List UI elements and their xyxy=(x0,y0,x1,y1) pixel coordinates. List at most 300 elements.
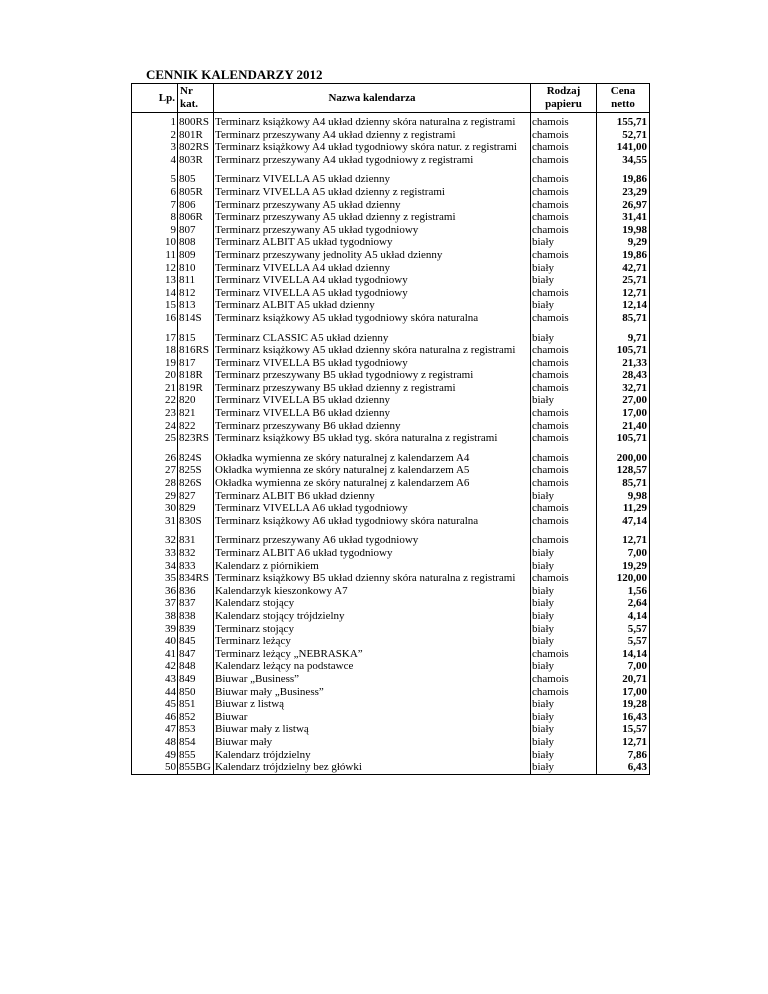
cell-lp: 32 xyxy=(132,534,178,547)
cell-nr: 825S xyxy=(178,464,214,477)
cell-lp: 37 xyxy=(132,597,178,610)
cell-price: 105,71 xyxy=(597,344,650,357)
cell-nr: 832 xyxy=(178,547,214,560)
separator-cell xyxy=(214,445,531,452)
cell-name: Biuwar xyxy=(214,711,531,724)
cell-paper: chamois xyxy=(531,154,597,167)
cell-lp: 18 xyxy=(132,344,178,357)
table-row xyxy=(132,490,650,503)
table-row xyxy=(132,154,650,167)
cell-price: 20,71 xyxy=(597,673,650,686)
cell-name: Okładka wymienna ze skóry naturalnej z kalendarzem A5 xyxy=(214,464,531,477)
cell-nr: 817 xyxy=(178,357,214,370)
cell-paper: chamois xyxy=(531,382,597,395)
table-row xyxy=(132,648,650,661)
cell-nr: 811 xyxy=(178,274,214,287)
cell-lp: 47 xyxy=(132,723,178,736)
cell-paper: biały xyxy=(531,262,597,275)
cell-lp: 49 xyxy=(132,749,178,762)
cell-lp: 41 xyxy=(132,648,178,661)
table-row xyxy=(132,452,650,465)
cell-lp: 1 xyxy=(132,113,178,129)
price-table xyxy=(131,83,650,775)
table-row xyxy=(132,199,650,212)
col-header-price: Cena netto xyxy=(597,84,650,113)
cell-name: Terminarz VIVELLA A4 układ tygodniowy xyxy=(214,274,531,287)
cell-lp: 39 xyxy=(132,623,178,636)
cell-price: 4,14 xyxy=(597,610,650,623)
group-separator xyxy=(132,445,650,452)
cell-nr: 845 xyxy=(178,635,214,648)
cell-name: Okładka wymienna ze skóry naturalnej z kalendarzem A4 xyxy=(214,452,531,465)
cell-price: 200,00 xyxy=(597,452,650,465)
cell-paper: chamois xyxy=(531,420,597,433)
table-row xyxy=(132,224,650,237)
separator-cell xyxy=(531,325,597,332)
cell-name: Biuwar mały xyxy=(214,736,531,749)
cell-nr: 814S xyxy=(178,312,214,325)
cell-name: Terminarz ALBIT A5 układ dzienny xyxy=(214,299,531,312)
cell-nr: 809 xyxy=(178,249,214,262)
cell-lp: 11 xyxy=(132,249,178,262)
table-row xyxy=(132,129,650,142)
cell-lp: 25 xyxy=(132,432,178,445)
cell-price: 21,40 xyxy=(597,420,650,433)
cell-price: 7,86 xyxy=(597,749,650,762)
cell-nr: 855BG xyxy=(178,761,214,774)
table-row xyxy=(132,477,650,490)
cell-name: Terminarz przeszywany jednolity A5 układ dzienny xyxy=(214,249,531,262)
table-row xyxy=(132,186,650,199)
cell-paper: chamois xyxy=(531,199,597,212)
col-header-paper: Rodzaj papieru xyxy=(531,84,597,113)
cell-price: 14,14 xyxy=(597,648,650,661)
cell-name: Terminarz stojący xyxy=(214,623,531,636)
cell-paper: chamois xyxy=(531,407,597,420)
cell-name: Kalendarz trójdzielny xyxy=(214,749,531,762)
cell-name: Terminarz przeszywany A6 układ tygodniowy xyxy=(214,534,531,547)
separator-cell xyxy=(531,527,597,534)
cell-nr: 805 xyxy=(178,173,214,186)
cell-nr: 810 xyxy=(178,262,214,275)
cell-lp: 26 xyxy=(132,452,178,465)
separator-cell xyxy=(214,527,531,534)
cell-lp: 50 xyxy=(132,761,178,774)
table-row xyxy=(132,332,650,345)
cell-nr: 805R xyxy=(178,186,214,199)
table-row xyxy=(132,660,650,673)
cell-nr: 806 xyxy=(178,199,214,212)
table-row xyxy=(132,369,650,382)
table-row xyxy=(132,141,650,154)
table-row xyxy=(132,394,650,407)
table-row xyxy=(132,407,650,420)
table-row xyxy=(132,610,650,623)
cell-price: 19,98 xyxy=(597,224,650,237)
table-row xyxy=(132,312,650,325)
cell-name: Terminarz przeszywany B6 układ dzienny xyxy=(214,420,531,433)
cell-lp: 45 xyxy=(132,698,178,711)
cell-lp: 17 xyxy=(132,332,178,345)
cell-nr: 813 xyxy=(178,299,214,312)
cell-name: Terminarz książkowy A4 układ tygodniowy skóra natur. z registrami xyxy=(214,141,531,154)
table-row xyxy=(132,173,650,186)
cell-price: 28,43 xyxy=(597,369,650,382)
cell-paper: chamois xyxy=(531,369,597,382)
cell-name: Terminarz przeszywany B5 układ tygodniowy z registrami xyxy=(214,369,531,382)
cell-lp: 36 xyxy=(132,585,178,598)
cell-price: 12,71 xyxy=(597,287,650,300)
cell-paper: biały xyxy=(531,711,597,724)
cell-nr: 822 xyxy=(178,420,214,433)
cell-lp: 35 xyxy=(132,572,178,585)
cell-name: Terminarz VIVELLA A5 układ tygodniowy xyxy=(214,287,531,300)
cell-name: Terminarz ALBIT B6 układ dzienny xyxy=(214,490,531,503)
cell-nr: 850 xyxy=(178,686,214,699)
cell-nr: 812 xyxy=(178,287,214,300)
cell-lp: 15 xyxy=(132,299,178,312)
table-row xyxy=(132,274,650,287)
cell-price: 141,00 xyxy=(597,141,650,154)
table-header xyxy=(132,84,650,113)
separator-cell xyxy=(132,527,178,534)
cell-price: 42,71 xyxy=(597,262,650,275)
table-row xyxy=(132,723,650,736)
cell-price: 105,71 xyxy=(597,432,650,445)
cell-price: 9,29 xyxy=(597,236,650,249)
cell-lp: 33 xyxy=(132,547,178,560)
cell-name: Terminarz ALBIT A6 układ tygodniowy xyxy=(214,547,531,560)
cell-name: Okładka wymienna ze skóry naturalnej z kalendarzem A6 xyxy=(214,477,531,490)
cell-price: 9,71 xyxy=(597,332,650,345)
cell-price: 9,98 xyxy=(597,490,650,503)
cell-price: 19,29 xyxy=(597,560,650,573)
cell-price: 27,00 xyxy=(597,394,650,407)
cell-name: Terminarz VIVELLA B5 układ tygodniowy xyxy=(214,357,531,370)
cell-name: Terminarz VIVELLA A5 układ dzienny z registrami xyxy=(214,186,531,199)
cell-nr: 830S xyxy=(178,515,214,528)
cell-paper: chamois xyxy=(531,572,597,585)
cell-paper: chamois xyxy=(531,673,597,686)
cell-price: 16,43 xyxy=(597,711,650,724)
separator-cell xyxy=(214,325,531,332)
cell-paper: biały xyxy=(531,698,597,711)
cell-name: Terminarz VIVELLA A4 układ dzienny xyxy=(214,262,531,275)
cell-paper: biały xyxy=(531,332,597,345)
cell-nr: 819R xyxy=(178,382,214,395)
cell-name: Terminarz przeszywany B5 układ dzienny z registrami xyxy=(214,382,531,395)
cell-name: Terminarz książkowy B5 układ dzienny skóra naturalna z registrami xyxy=(214,572,531,585)
table-row xyxy=(132,749,650,762)
group-separator xyxy=(132,166,650,173)
cell-lp: 44 xyxy=(132,686,178,699)
group-separator xyxy=(132,325,650,332)
cell-price: 23,29 xyxy=(597,186,650,199)
cell-paper: chamois xyxy=(531,477,597,490)
cell-price: 34,55 xyxy=(597,154,650,167)
cell-price: 7,00 xyxy=(597,660,650,673)
cell-paper: biały xyxy=(531,723,597,736)
cell-lp: 21 xyxy=(132,382,178,395)
cell-paper: chamois xyxy=(531,249,597,262)
table-row xyxy=(132,572,650,585)
cell-paper: chamois xyxy=(531,534,597,547)
separator-cell xyxy=(531,166,597,173)
cell-name: Kalendarz leżący na podstawce xyxy=(214,660,531,673)
cell-lp: 30 xyxy=(132,502,178,515)
table-row xyxy=(132,113,650,129)
cell-name: Terminarz VIVELLA A5 układ dzienny xyxy=(214,173,531,186)
table-row xyxy=(132,299,650,312)
cell-name: Terminarz VIVELLA B6 układ dzienny xyxy=(214,407,531,420)
cell-nr: 852 xyxy=(178,711,214,724)
cell-lp: 23 xyxy=(132,407,178,420)
cell-price: 12,71 xyxy=(597,736,650,749)
cell-price: 25,71 xyxy=(597,274,650,287)
cell-name: Terminarz książkowy A5 układ tygodniowy skóra naturalna xyxy=(214,312,531,325)
cell-lp: 40 xyxy=(132,635,178,648)
cell-name: Kalendarz trójdzielny bez główki xyxy=(214,761,531,774)
cell-paper: biały xyxy=(531,660,597,673)
col-header-lp: Lp. xyxy=(132,84,178,113)
cell-price: 19,28 xyxy=(597,698,650,711)
cell-name: Terminarz książkowy B5 układ tyg. skóra naturalna z registrami xyxy=(214,432,531,445)
cell-nr: 800RS xyxy=(178,113,214,129)
cell-paper: biały xyxy=(531,394,597,407)
cell-name: Terminarz ALBIT A5 układ tygodniowy xyxy=(214,236,531,249)
cell-price: 19,86 xyxy=(597,249,650,262)
cell-price: 7,00 xyxy=(597,547,650,560)
cell-lp: 12 xyxy=(132,262,178,275)
separator-cell xyxy=(132,166,178,173)
cell-lp: 43 xyxy=(132,673,178,686)
cell-nr: 806R xyxy=(178,211,214,224)
cell-price: 2,64 xyxy=(597,597,650,610)
separator-cell xyxy=(178,325,214,332)
table-row xyxy=(132,357,650,370)
cell-nr: 816RS xyxy=(178,344,214,357)
cell-paper: chamois xyxy=(531,648,597,661)
cell-name: Terminarz przeszywany A5 układ tygodniowy xyxy=(214,224,531,237)
separator-cell xyxy=(531,445,597,452)
cell-price: 128,57 xyxy=(597,464,650,477)
cell-paper: biały xyxy=(531,761,597,774)
col-header-nr: Nr kat. xyxy=(178,84,214,113)
cell-lp: 24 xyxy=(132,420,178,433)
cell-price: 12,71 xyxy=(597,534,650,547)
cell-lp: 4 xyxy=(132,154,178,167)
cell-nr: 834RS xyxy=(178,572,214,585)
table-row xyxy=(132,597,650,610)
separator-cell xyxy=(178,527,214,534)
cell-price: 47,14 xyxy=(597,515,650,528)
cell-nr: 827 xyxy=(178,490,214,503)
cell-name: Kalendarzyk kieszonkowy A7 xyxy=(214,585,531,598)
cell-lp: 34 xyxy=(132,560,178,573)
cell-paper: chamois xyxy=(531,312,597,325)
separator-cell xyxy=(597,445,650,452)
cell-lp: 22 xyxy=(132,394,178,407)
cell-name: Terminarz przeszywany A5 układ dzienny z registrami xyxy=(214,211,531,224)
cell-lp: 9 xyxy=(132,224,178,237)
cell-price: 21,33 xyxy=(597,357,650,370)
cell-paper: chamois xyxy=(531,464,597,477)
table-row xyxy=(132,420,650,433)
group-separator xyxy=(132,527,650,534)
cell-paper: chamois xyxy=(531,357,597,370)
cell-name: Terminarz książkowy A6 układ tygodniowy skóra naturalna xyxy=(214,515,531,528)
cell-paper: chamois xyxy=(531,113,597,129)
cell-name: Kalendarz z piórnikiem xyxy=(214,560,531,573)
cell-nr: 803R xyxy=(178,154,214,167)
cell-price: 1,56 xyxy=(597,585,650,598)
cell-nr: 823RS xyxy=(178,432,214,445)
cell-lp: 2 xyxy=(132,129,178,142)
table-row xyxy=(132,262,650,275)
cell-price: 85,71 xyxy=(597,477,650,490)
cell-price: 120,00 xyxy=(597,572,650,585)
cell-nr: 851 xyxy=(178,698,214,711)
cell-price: 85,71 xyxy=(597,312,650,325)
cell-paper: biały xyxy=(531,299,597,312)
cell-nr: 837 xyxy=(178,597,214,610)
cell-paper: chamois xyxy=(531,173,597,186)
separator-cell xyxy=(214,166,531,173)
cell-price: 19,86 xyxy=(597,173,650,186)
cell-lp: 29 xyxy=(132,490,178,503)
cell-name: Terminarz leżący „NEBRASKA” xyxy=(214,648,531,661)
cell-price: 17,00 xyxy=(597,686,650,699)
separator-cell xyxy=(597,325,650,332)
cell-paper: biały xyxy=(531,274,597,287)
cell-price: 6,43 xyxy=(597,761,650,774)
cell-name: Terminarz przeszywany A4 układ dzienny z registrami xyxy=(214,129,531,142)
table-row xyxy=(132,236,650,249)
cell-name: Kalendarz stojący trójdzielny xyxy=(214,610,531,623)
cell-paper: biały xyxy=(531,635,597,648)
cell-nr: 801R xyxy=(178,129,214,142)
cell-price: 11,29 xyxy=(597,502,650,515)
separator-cell xyxy=(597,166,650,173)
cell-lp: 16 xyxy=(132,312,178,325)
table-row xyxy=(132,736,650,749)
table-row xyxy=(132,686,650,699)
table-row xyxy=(132,502,650,515)
table-row xyxy=(132,382,650,395)
cell-nr: 836 xyxy=(178,585,214,598)
cell-lp: 5 xyxy=(132,173,178,186)
table-row xyxy=(132,547,650,560)
table-row xyxy=(132,623,650,636)
cell-nr: 824S xyxy=(178,452,214,465)
cell-paper: chamois xyxy=(531,141,597,154)
cell-nr: 849 xyxy=(178,673,214,686)
cell-lp: 7 xyxy=(132,199,178,212)
table-row xyxy=(132,344,650,357)
cell-paper: chamois xyxy=(531,287,597,300)
cell-nr: 854 xyxy=(178,736,214,749)
cell-name: Terminarz książkowy A4 układ dzienny skóra naturalna z registrami xyxy=(214,113,531,129)
cell-lp: 38 xyxy=(132,610,178,623)
cell-nr: 831 xyxy=(178,534,214,547)
table-row xyxy=(132,698,650,711)
cell-paper: chamois xyxy=(531,432,597,445)
cell-paper: biały xyxy=(531,736,597,749)
cell-lp: 31 xyxy=(132,515,178,528)
cell-paper: chamois xyxy=(531,186,597,199)
table-row xyxy=(132,211,650,224)
cell-name: Terminarz książkowy A5 układ dzienny skóra naturalna z registrami xyxy=(214,344,531,357)
table-row xyxy=(132,761,650,774)
cell-paper: chamois xyxy=(531,515,597,528)
cell-name: Terminarz przeszywany A5 układ dzienny xyxy=(214,199,531,212)
cell-paper: biały xyxy=(531,749,597,762)
cell-name: Biuwar z listwą xyxy=(214,698,531,711)
cell-price: 32,71 xyxy=(597,382,650,395)
cell-paper: biały xyxy=(531,236,597,249)
cell-lp: 14 xyxy=(132,287,178,300)
cell-lp: 20 xyxy=(132,369,178,382)
table-row xyxy=(132,711,650,724)
cell-paper: biały xyxy=(531,490,597,503)
cell-paper: biały xyxy=(531,585,597,598)
cell-lp: 42 xyxy=(132,660,178,673)
cell-name: Kalendarz stojący xyxy=(214,597,531,610)
cell-paper: chamois xyxy=(531,344,597,357)
cell-paper: chamois xyxy=(531,211,597,224)
cell-nr: 833 xyxy=(178,560,214,573)
cell-name: Terminarz przeszywany A4 układ tygodniowy z registrami xyxy=(214,154,531,167)
cell-nr: 853 xyxy=(178,723,214,736)
cell-name: Biuwar mały „Business” xyxy=(214,686,531,699)
table-row xyxy=(132,560,650,573)
page-title: CENNIK KALENDARZY 2012 xyxy=(146,67,323,82)
cell-paper: biały xyxy=(531,597,597,610)
cell-lp: 3 xyxy=(132,141,178,154)
cell-price: 12,14 xyxy=(597,299,650,312)
cell-paper: biały xyxy=(531,547,597,560)
cell-lp: 28 xyxy=(132,477,178,490)
separator-cell xyxy=(132,325,178,332)
cell-paper: chamois xyxy=(531,686,597,699)
separator-cell xyxy=(178,166,214,173)
cell-lp: 10 xyxy=(132,236,178,249)
table-row xyxy=(132,515,650,528)
table-row xyxy=(132,249,650,262)
table-row xyxy=(132,585,650,598)
separator-cell xyxy=(132,445,178,452)
table-row xyxy=(132,287,650,300)
cell-lp: 27 xyxy=(132,464,178,477)
cell-nr: 848 xyxy=(178,660,214,673)
cell-paper: chamois xyxy=(531,129,597,142)
cell-lp: 48 xyxy=(132,736,178,749)
cell-paper: biały xyxy=(531,610,597,623)
cell-nr: 855 xyxy=(178,749,214,762)
cell-name: Biuwar mały z listwą xyxy=(214,723,531,736)
table-row xyxy=(132,635,650,648)
table-row xyxy=(132,673,650,686)
col-header-name: Nazwa kalendarza xyxy=(214,84,531,113)
cell-nr: 847 xyxy=(178,648,214,661)
cell-nr: 821 xyxy=(178,407,214,420)
cell-lp: 19 xyxy=(132,357,178,370)
cell-nr: 807 xyxy=(178,224,214,237)
cell-paper: chamois xyxy=(531,502,597,515)
cell-name: Terminarz VIVELLA A6 układ tygodniowy xyxy=(214,502,531,515)
cell-nr: 839 xyxy=(178,623,214,636)
cell-nr: 820 xyxy=(178,394,214,407)
